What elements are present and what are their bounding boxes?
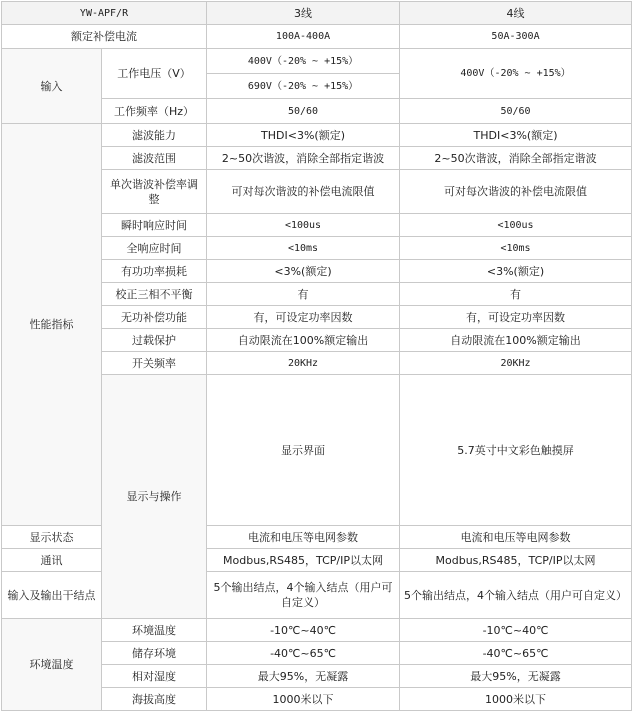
- value-3wire: 5个输出结点，4个输入结点（用户可自定义）: [207, 572, 400, 619]
- value-4wire: 可对每次谐波的补偿电流限值: [400, 170, 632, 214]
- value-3wire: <3%(额定): [207, 260, 400, 283]
- table-row: [2, 124, 632, 147]
- value-4wire: 2~50次谐波，消除全部指定谐波: [400, 147, 632, 170]
- value-4wire: 5个输出结点，4个输入结点（用户可自定义）: [400, 572, 632, 619]
- value-4wire: -10℃~40℃: [400, 619, 632, 642]
- value-3wire: 可对每次谐波的补偿电流限值: [207, 170, 400, 214]
- group-label-display: 显示与操作: [102, 375, 207, 619]
- row-label: 额定补偿电流: [2, 25, 207, 49]
- table-row: [2, 549, 632, 572]
- row-label: 工作电压（V）: [102, 49, 207, 99]
- value-3wire: 20KHz: [207, 352, 400, 375]
- value-4wire: 20KHz: [400, 352, 632, 375]
- value-3wire: 有: [207, 283, 400, 306]
- value-4wire: Modbus,RS485，TCP/IP以太网: [400, 549, 632, 572]
- value-3wire: 400V（-20% ~ +15%）: [207, 49, 400, 74]
- table-row: [2, 572, 632, 619]
- row-label: 滤波范围: [102, 147, 207, 170]
- table-row: [2, 619, 632, 642]
- row-label: 显示状态: [2, 526, 102, 549]
- table-row: [2, 49, 632, 74]
- value-4wire: 50A-300A: [400, 25, 632, 49]
- value-3wire: THDI<3%(额定): [207, 124, 400, 147]
- row-label: 海拔高度: [102, 688, 207, 711]
- row-label: 校正三相不平衡: [102, 283, 207, 306]
- col-4wire-header: 4线: [400, 2, 632, 25]
- value-3wire: <10ms: [207, 237, 400, 260]
- row-label: 无功补偿功能: [102, 306, 207, 329]
- row-label: 环境温度: [102, 619, 207, 642]
- row-label: 滤波能力: [102, 124, 207, 147]
- value-4wire: 50/60: [400, 99, 632, 124]
- value-3wire: 1000米以下: [207, 688, 400, 711]
- value-4wire: 400V（-20% ~ +15%）: [400, 49, 632, 99]
- row-label: 显示界面: [207, 375, 400, 526]
- value-3wire: Modbus,RS485，TCP/IP以太网: [207, 549, 400, 572]
- value-4wire: -40℃~65℃: [400, 642, 632, 665]
- value-3wire: 690V（-20% ~ +15%）: [207, 74, 400, 99]
- group-label-environment: 环境温度: [2, 619, 102, 711]
- value-4wire: THDI<3%(额定): [400, 124, 632, 147]
- row-label: 开关频率: [102, 352, 207, 375]
- value-4wire: 电流和电压等电网参数: [400, 526, 632, 549]
- value-3wire: -40℃~65℃: [207, 642, 400, 665]
- row-label: 瞬时响应时间: [102, 214, 207, 237]
- row-label: 有功功率损耗: [102, 260, 207, 283]
- value-3wire: <100us: [207, 214, 400, 237]
- row-label: 通讯: [2, 549, 102, 572]
- value-3wire: -10℃~40℃: [207, 619, 400, 642]
- group-label-performance: 性能指标: [2, 124, 102, 526]
- table-row: [2, 25, 632, 49]
- value-4wire: <100us: [400, 214, 632, 237]
- value-3wire: 5.7英寸中文彩色触摸屏: [400, 375, 632, 526]
- row-label: 相对湿度: [102, 665, 207, 688]
- value-3wire: 最大95%，无凝露: [207, 665, 400, 688]
- value-4wire: 有，可设定功率因数: [400, 306, 632, 329]
- value-3wire: 50/60: [207, 99, 400, 124]
- value-4wire: <3%(额定): [400, 260, 632, 283]
- value-4wire: <10ms: [400, 237, 632, 260]
- value-4wire: 有: [400, 283, 632, 306]
- col-3wire-header: 3线: [207, 2, 400, 25]
- value-3wire: 电流和电压等电网参数: [207, 526, 400, 549]
- row-label: 单次谐波补偿率调整: [102, 170, 207, 214]
- spec-table: [1, 1, 632, 711]
- row-label: 工作频率（Hz）: [102, 99, 207, 124]
- row-label: 全响应时间: [102, 237, 207, 260]
- row-label: 输入及输出干结点: [2, 572, 102, 619]
- value-3wire: 2~50次谐波，消除全部指定谐波: [207, 147, 400, 170]
- value-4wire: 最大95%，无凝露: [400, 665, 632, 688]
- header-row: [2, 2, 632, 25]
- model-header: YW-APF/R: [2, 2, 207, 25]
- value-3wire: 自动限流在100%额定输出: [207, 329, 400, 352]
- row-label: 过载保护: [102, 329, 207, 352]
- row-label: 储存环境: [102, 642, 207, 665]
- group-label-input: 输入: [2, 49, 102, 124]
- table-row: [2, 526, 632, 549]
- value-3wire: 有，可设定功率因数: [207, 306, 400, 329]
- value-4wire: 1000米以下: [400, 688, 632, 711]
- value-4wire: 自动限流在100%额定输出: [400, 329, 632, 352]
- value-3wire: 100A-400A: [207, 25, 400, 49]
